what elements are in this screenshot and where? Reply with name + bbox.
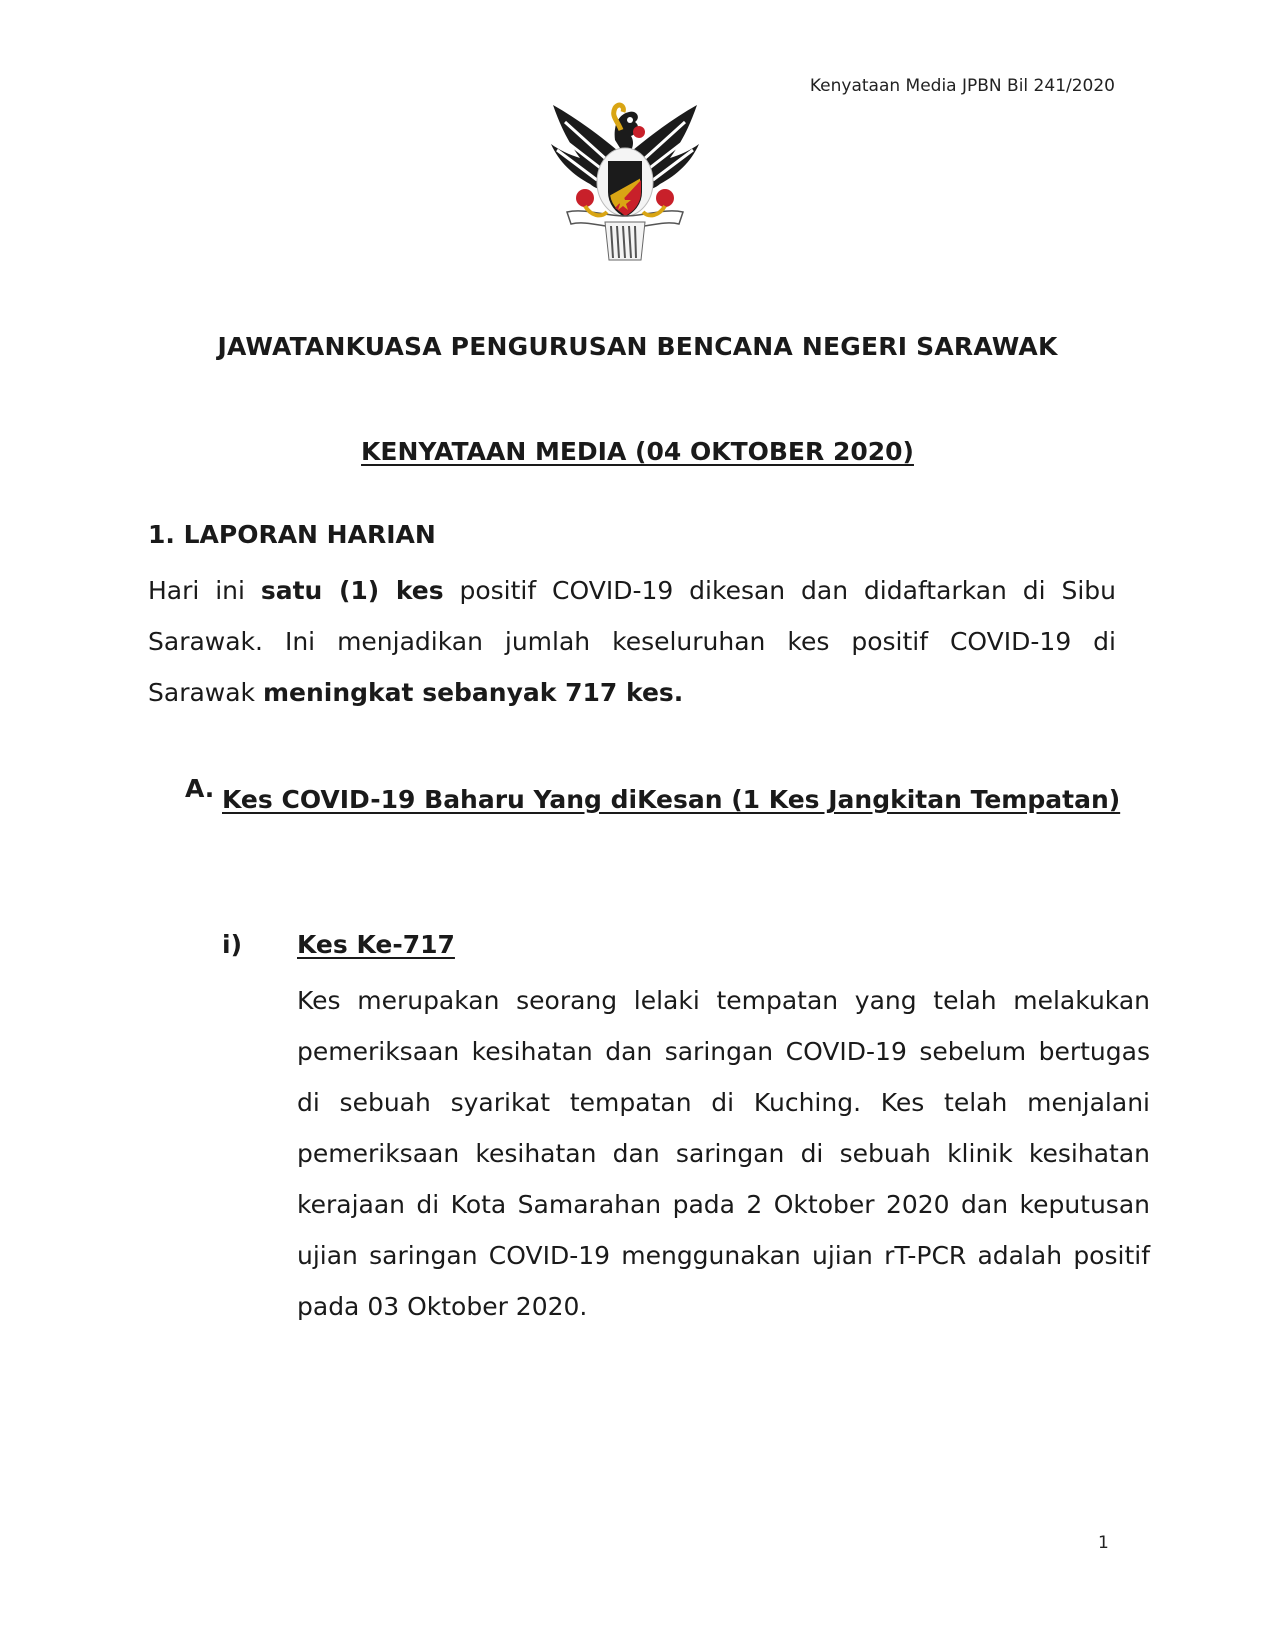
- case-description: Kes merupakan seorang lelaki tempatan yang telah melakukan pemeriksaan kesihatan dan saringan COVID-19 sebelum bertugas di sebuah syarikat tempatan di Kuching. Kes telah menjalani pemeriksaan kesihatan dan saringan di sebuah klinik kesihatan kerajaan di Kota Samarahan pada 2 Oktober 2020 dan keputusan ujian saringan COVID-19 menggunakan ujian rT-PCR adalah positif pada 03 Oktober 2020.: [297, 986, 1150, 1321]
- daily-report-paragraph: [148, 565, 1116, 718]
- document-reference: Kenyataan Media JPBN Bil 241/2020: [809, 76, 1115, 96]
- statement-title-text: KENYATAAN MEDIA (04 OKTOBER 2020): [361, 437, 914, 466]
- page-number: 1: [1098, 1533, 1109, 1553]
- subsection-heading: Kes COVID-19 Baharu Yang diKesan (1 Kes Jangkitan Tempatan): [222, 785, 1121, 814]
- sarawak-coat-of-arms-icon: [545, 100, 705, 265]
- paragraph-text-1: Hari ini: [148, 576, 261, 605]
- case-number: i): [222, 930, 242, 959]
- section-heading-daily-report: 1. LAPORAN HARIAN: [148, 520, 436, 549]
- paragraph-bold-2: meningkat sebanyak 717 kes.: [262, 678, 684, 707]
- subsection-letter: A.: [185, 774, 215, 803]
- paragraph-bold-1: satu (1) kes: [260, 576, 444, 605]
- statement-title: [0, 437, 1275, 466]
- paragraph-text-2: positif COVID-19 dikesan dan didaftarkan di Sibu Sarawak. Ini menjadikan jumlah keseluruhan kes positif COVID-19 di Sarawak: [148, 576, 1116, 707]
- case-title: Kes Ke-717: [297, 930, 455, 959]
- organization-title: JAWATANKUASA PENGURUSAN BENCANA NEGERI SARAWAK: [217, 332, 1058, 361]
